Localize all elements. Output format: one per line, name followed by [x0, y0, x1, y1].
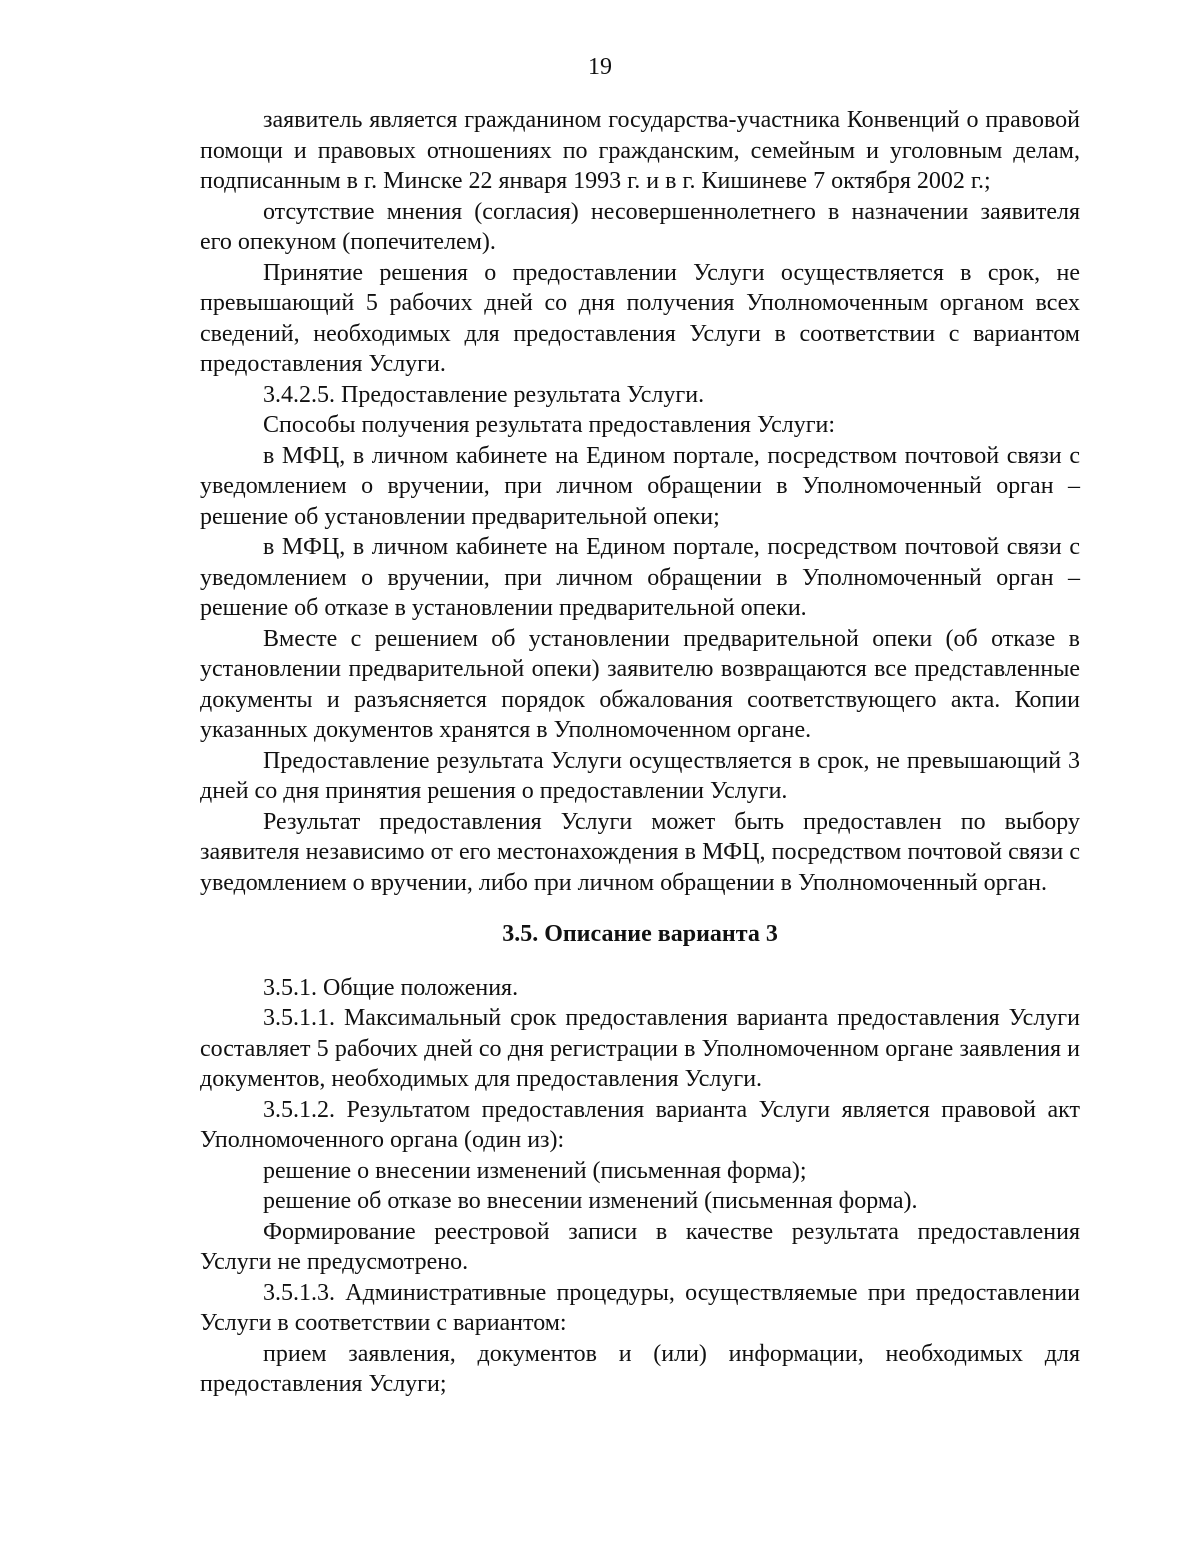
paragraph: решение о внесении изменений (письменная форма);	[263, 1157, 807, 1184]
paragraph: 3.5.1.1. Максимальный срок предоставления варианта предоставления Услуги составляет 5 рабочих дней со дня регистрации в Уполномоченном органе заявления и документов, необходимых для предоставления Услуги.	[200, 1005, 1080, 1092]
paragraph: 3.5.1. Общие положения.	[263, 974, 519, 1001]
document-body	[200, 105, 1080, 1400]
paragraph: Принятие решения о предоставлении Услуги осуществляется в срок, не превышающий 5 рабочих дней со дня получения Уполномоченным органом всех сведений, необходимых для предоставления Услуги в соответствии с вариантом предоставления Услуги.	[200, 259, 1080, 377]
paragraph: в МФЦ, в личном кабинете на Едином портале, посредством почтовой связи с уведомлением о вручении, при личном обращении в Уполномоченный орган – решение об отказе в установлении предварительной опеки.	[200, 534, 1080, 621]
paragraph: Предоставление результата Услуги осуществляется в срок, не превышающий 3 дней со дня принятия решения о предоставлении Услуги.	[200, 747, 1080, 804]
paragraph: Формирование реестровой записи в качестве результата предоставления Услуги не предусмотрено.	[200, 1218, 1080, 1275]
paragraph: решение об отказе во внесении изменений (письменная форма).	[263, 1188, 918, 1214]
paragraph: Вместе с решением об установлении предварительной опеки (об отказе в установлении предварительной опеки) заявителю возвращаются все представленные документы и разъясняется порядок обжалования соответствующего акта. Копии указанных документов хранятся в Уполномоченном органе.	[200, 625, 1080, 743]
paragraph: заявитель является гражданином государства-участника Конвенций о правовой помощи и правовых отношениях по гражданским, семейным и уголовным делам, подписанным в г. Минске 22 января 1993 г. и в г. Кишиневе 7 октября 2002 г.;	[200, 107, 1080, 194]
section-heading: 3.5. Описание варианта 3	[502, 921, 778, 947]
paragraph: Результат предоставления Услуги может быть предоставлен по выбору заявителя независимо от его местонахождения в МФЦ, посредством почтовой связи с уведомлением о вручении, либо при личном обращении в Уполномоченный орган.	[200, 808, 1080, 896]
paragraph: в МФЦ, в личном кабинете на Едином портале, посредством почтовой связи с уведомлением о вручении, при личном обращении в Уполномоченный орган – решение об установлении предварительной опеки;	[200, 442, 1080, 530]
paragraph: Способы получения результата предоставления Услуги:	[263, 412, 836, 438]
paragraph: 3.4.2.5. Предоставление результата Услуги.	[263, 381, 705, 408]
paragraph: 3.5.1.3. Административные процедуры, осуществляемые при предоставлении Услуги в соответствии с вариантом:	[200, 1279, 1080, 1336]
page-number: 19	[588, 54, 612, 80]
paragraph: 3.5.1.2. Результатом предоставления варианта Услуги является правовой акт Уполномоченного органа (один из):	[200, 1096, 1080, 1153]
paragraph: прием заявления, документов и (или) информации, необходимых для предоставления Услуги;	[200, 1340, 1080, 1397]
paragraph: отсутствие мнения (согласия) несовершеннолетнего в назначении заявителя его опекуном (попечителем).	[200, 198, 1080, 255]
